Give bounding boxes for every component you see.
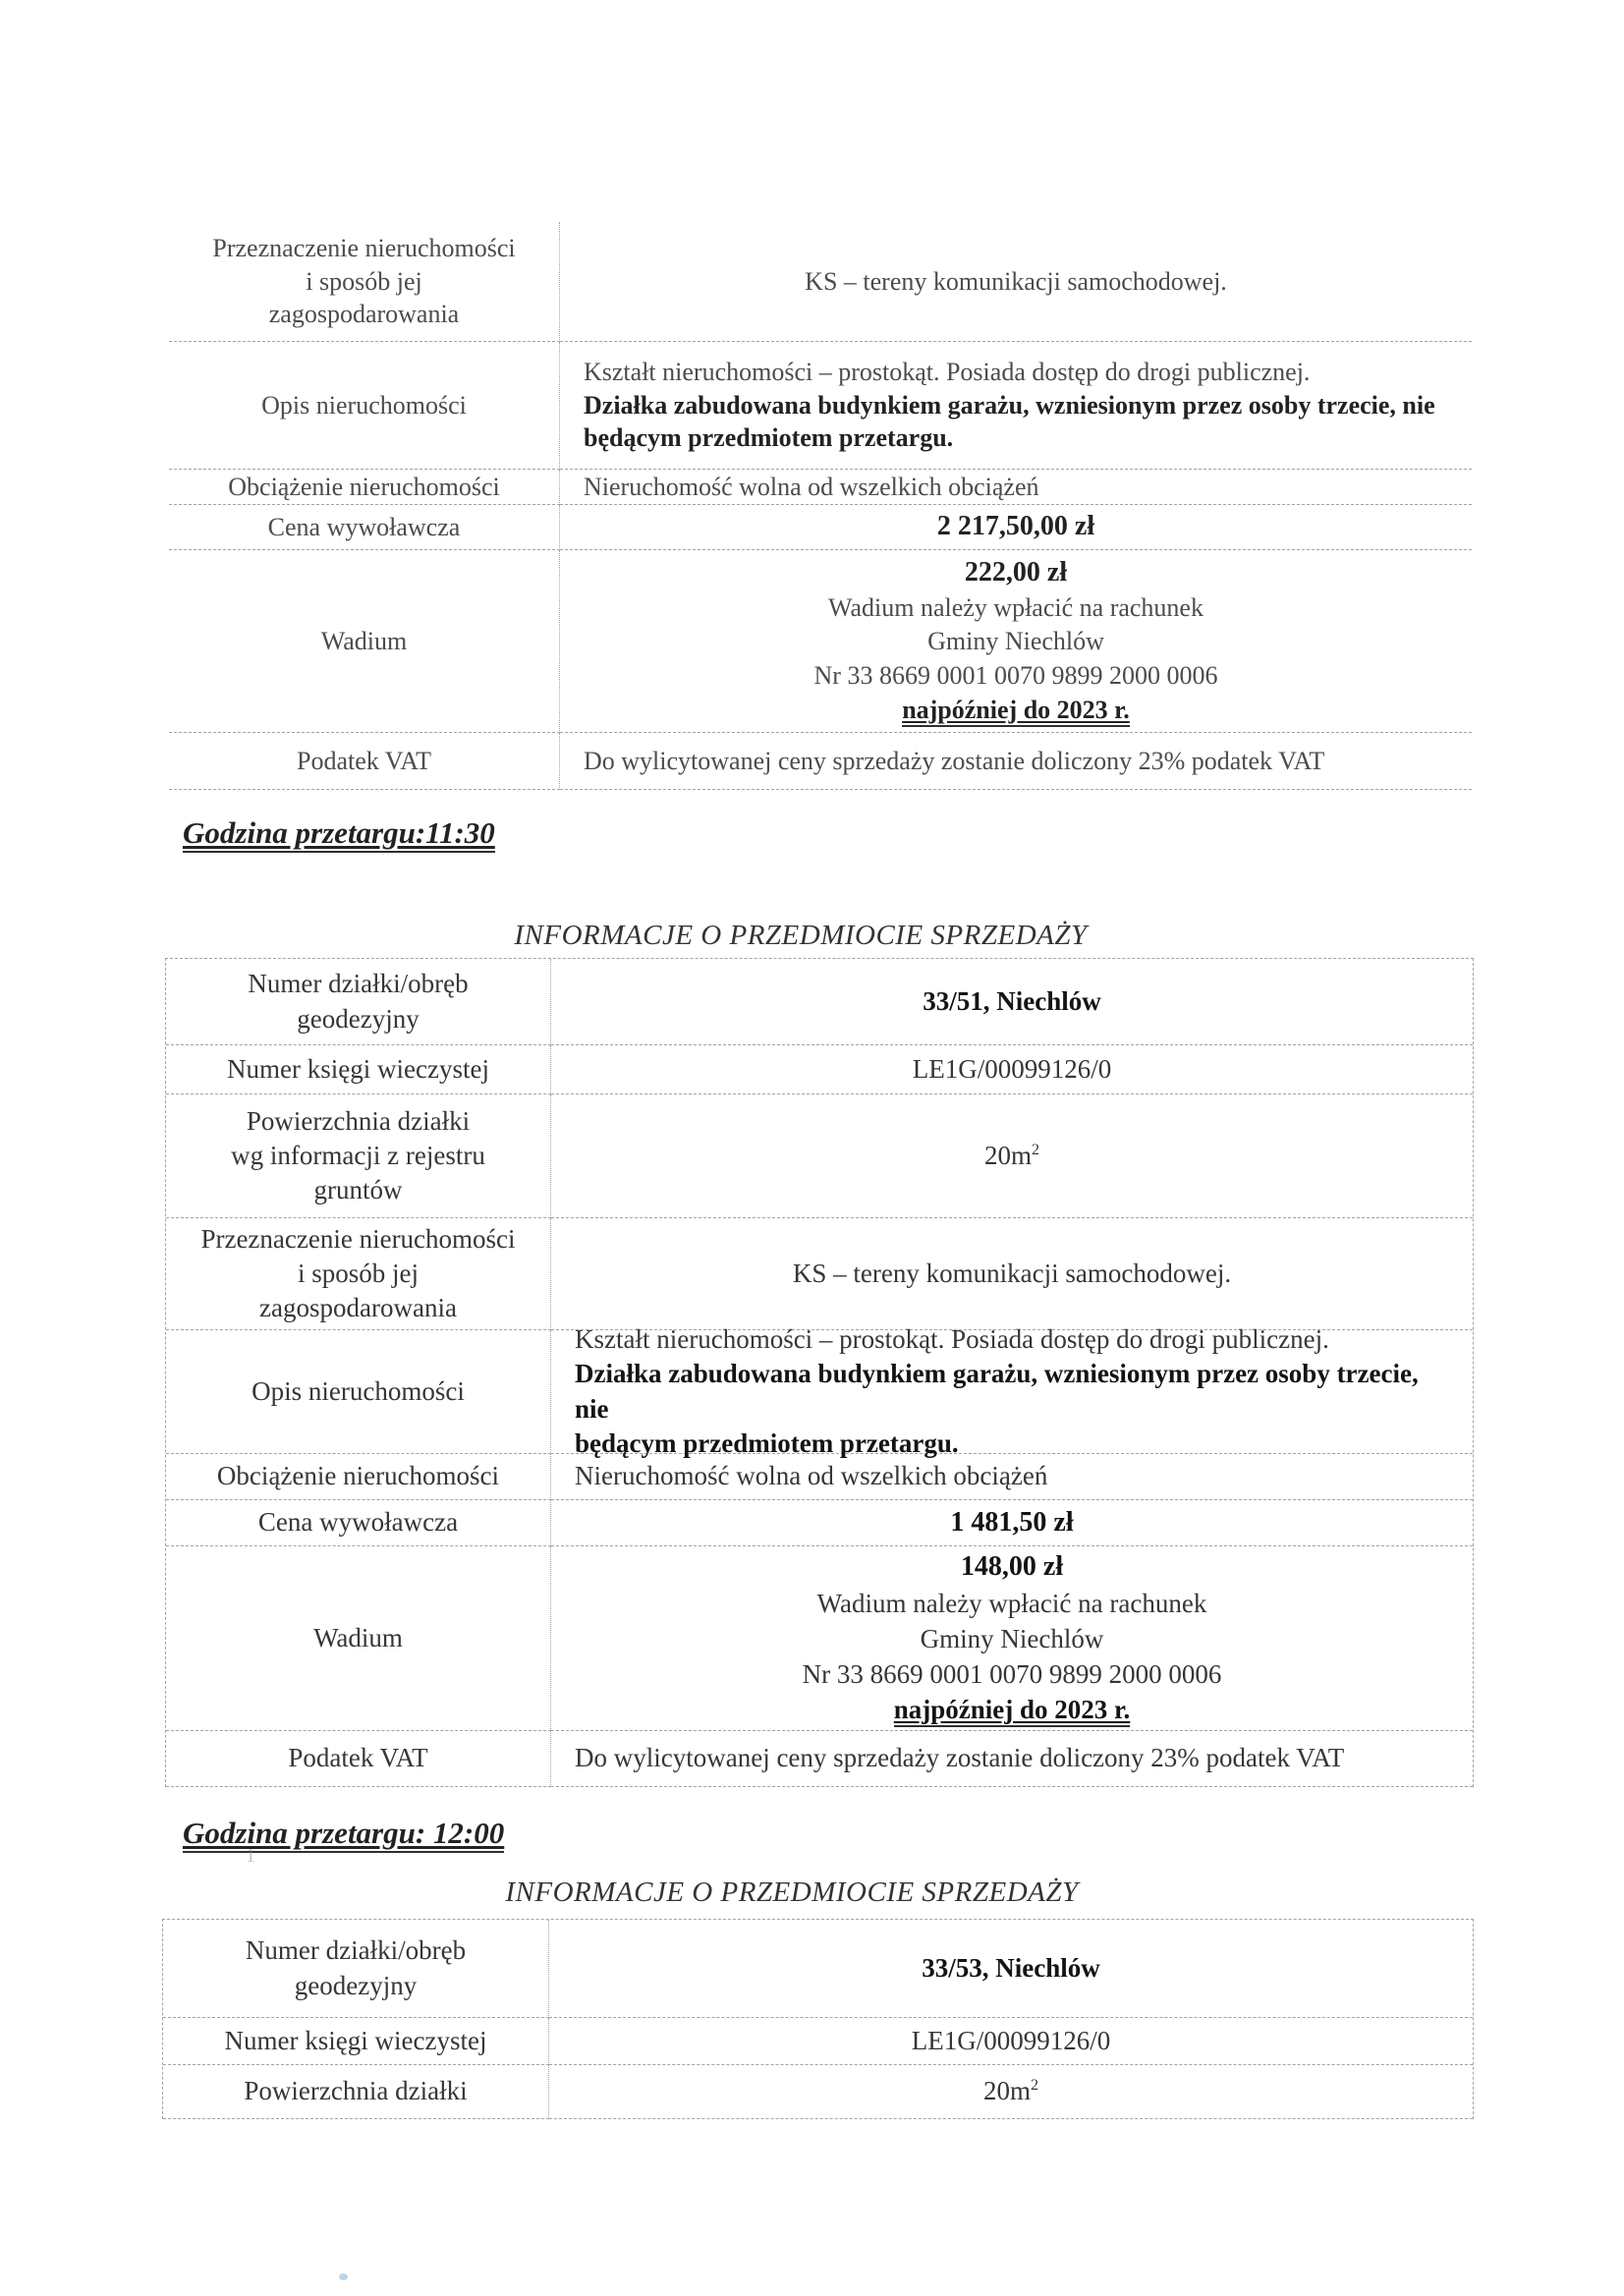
value-text: Do wylicytowanej ceny sprzedaży zostanie doliczony 23% podatek VAT [584, 746, 1325, 775]
wadium-deadline: najpóźniej do 2023 r. [894, 1692, 1131, 1727]
value-text: Kształt nieruchomości – prostokąt. Posiada dostęp do drogi publicznej. [584, 357, 1311, 386]
row-label-powierzchnia [163, 2065, 549, 2119]
value-text-bold: będącym przedmiotem przetargu. [584, 423, 954, 453]
label-line: zagospodarowania [259, 1293, 457, 1323]
row-value-vat [551, 1731, 1473, 1787]
row-label-wadium [169, 550, 560, 733]
wadium-account-number: Nr 33 8669 0001 0070 9899 2000 0006 [802, 1659, 1222, 1690]
value-text: Kształt nieruchomości – prostokąt. Posiada dostęp do drogi publicznej. [575, 1324, 1329, 1355]
wadium-deadline: najpóźniej do 2023 r. [902, 694, 1130, 728]
row-value-obciazenie [551, 1454, 1473, 1500]
row-label-obciazenie [169, 470, 560, 505]
label-line: geodezyjny [297, 1003, 420, 1034]
label-line: Podatek VAT [288, 1743, 428, 1773]
row-value-numer-dzialki [549, 1920, 1473, 2018]
row-label-wadium [166, 1546, 551, 1731]
area-value: $20m^2$ [982, 2076, 1039, 2106]
wadium-line: Gminy Niechlów [920, 1624, 1104, 1654]
sale-info-title-2: INFORMACJE O PRZEDMIOCIE SPRZEDAŻY [505, 1876, 1079, 1908]
row-label-powierzchnia [166, 1094, 551, 1218]
row-label-ksiega [163, 2018, 549, 2065]
auction-table-middle [165, 958, 1474, 1787]
label-line: Powierzchnia działki [246, 1105, 471, 1136]
label-line: gruntów [313, 1175, 403, 1205]
row-value-powierzchnia [551, 1094, 1473, 1218]
row-value-cena [551, 1500, 1473, 1546]
row-label-numer-dzialki [166, 959, 551, 1045]
value-text-bold: Działka zabudowana budynkiem garażu, wzniesionym przez osoby trzecie, nie [575, 1359, 1419, 1424]
value-text: KS – tereny komunikacji samochodowej. [792, 1258, 1232, 1288]
land-register-number: LE1G/00099126/0 [911, 2025, 1111, 2055]
value-text-bold: Działka zabudowana budynkiem garażu, wzniesionym przez osoby trzecie, nie [584, 390, 1435, 420]
label-line: Przeznaczenie nieruchomości [200, 1223, 516, 1254]
auction-time-1-heading: Godzina przetargu:11:30 [183, 815, 495, 851]
wadium-line: Wadium należy wpłacić na rachunek [828, 592, 1204, 622]
auction-table-bottom [162, 1919, 1474, 2119]
label-line: Wadium [320, 626, 408, 655]
row-value-wadium [560, 550, 1472, 733]
wadium-account-number: Nr 33 8669 0001 0070 9899 2000 0006 [813, 661, 1218, 691]
wadium-amount: 222,00 zł [964, 557, 1068, 588]
row-label-ksiega [166, 1045, 551, 1094]
label-line: Podatek VAT [297, 746, 431, 775]
label-line: Wadium [313, 1622, 403, 1652]
row-label-vat [166, 1731, 551, 1787]
row-value-numer-dzialki [551, 959, 1473, 1045]
sale-info-title-1: INFORMACJE O PRZEDMIOCIE SPRZEDAŻY [514, 920, 1088, 951]
auction-table-top [169, 222, 1472, 790]
row-label-numer-dzialki [163, 1920, 549, 2018]
row-value-cena [560, 505, 1472, 550]
label-line: Obciążenie nieruchomości [228, 472, 500, 501]
row-label-opis [166, 1330, 551, 1454]
wadium-amount: 148,00 zł [960, 1551, 1064, 1583]
label-line: Numer księgi wieczystej [227, 1053, 489, 1084]
wadium-line: Wadium należy wpłacić na rachunek [816, 1588, 1207, 1618]
value-text: Do wylicytowanej ceny sprzedaży zostanie doliczony 23% podatek VAT [575, 1743, 1345, 1773]
value-text: Nieruchomość wolna od wszelkich obciążeń [584, 472, 1039, 501]
row-label-cena [166, 1500, 551, 1546]
label-line: geodezyjny [294, 1970, 418, 2000]
scan-artifact-mark: 1 [246, 1845, 255, 1867]
label-line: Powierzchnia działki [244, 2076, 468, 2106]
row-value-przeznaczenie [560, 222, 1472, 342]
price-value: 1 481,50 zł [950, 1506, 1074, 1538]
row-value-ksiega [549, 2018, 1473, 2065]
row-label-przeznaczenie [166, 1218, 551, 1330]
label-line: Numer księgi wieczystej [224, 2025, 487, 2055]
label-line: i sposób jej [306, 266, 422, 296]
row-label-przeznaczenie [169, 222, 560, 342]
label-line: zagospodarowania [268, 300, 460, 329]
row-value-ksiega [551, 1045, 1473, 1094]
row-value-wadium [551, 1546, 1473, 1731]
row-value-vat [560, 733, 1472, 790]
row-label-cena [169, 505, 560, 550]
row-value-przeznaczenie [551, 1218, 1473, 1330]
label-line: Cena wywoławcza [267, 512, 461, 541]
land-register-number: LE1G/00099126/0 [912, 1053, 1112, 1084]
label-line: Obciążenie nieruchomości [216, 1461, 500, 1491]
label-line: Numer działki/obręb [245, 1935, 467, 1966]
row-value-opis [551, 1324, 1473, 1458]
label-line: i sposób jej [297, 1258, 419, 1288]
row-label-vat [169, 733, 560, 790]
label-line: wg informacji z rejestru [231, 1140, 485, 1170]
parcel-number: 33/51, Niechlów [923, 985, 1101, 1016]
row-value-powierzchnia [549, 2065, 1473, 2119]
label-line: Numer działki/obręb [248, 969, 469, 999]
price-value: 2 217,50,00 zł [936, 511, 1095, 542]
row-label-opis [169, 342, 560, 470]
value-text-bold: będącym przedmiotem przetargu. [575, 1428, 959, 1458]
label-line: Opis nieruchomości [252, 1375, 465, 1406]
value-text: Nieruchomość wolna od wszelkich obciążeń [575, 1461, 1048, 1491]
row-label-obciazenie [166, 1454, 551, 1500]
label-line: Przeznaczenie nieruchomości [212, 233, 516, 262]
label-line: Cena wywoławcza [257, 1507, 459, 1538]
area-value: $20m^2$ [983, 1140, 1040, 1170]
auction-time-2-heading: Godzina przetargu: 12:00 [183, 1816, 504, 1851]
value-text: KS – tereny komunikacji samochodowej. [805, 266, 1227, 296]
scan-artifact-blue-dot [339, 2273, 348, 2280]
parcel-number: 33/53, Niechlów [922, 1952, 1100, 1983]
row-value-obciazenie [560, 470, 1472, 505]
wadium-line: Gminy Niechlów [927, 627, 1104, 656]
row-value-opis [560, 342, 1472, 470]
label-line: Opis nieruchomości [261, 390, 467, 420]
